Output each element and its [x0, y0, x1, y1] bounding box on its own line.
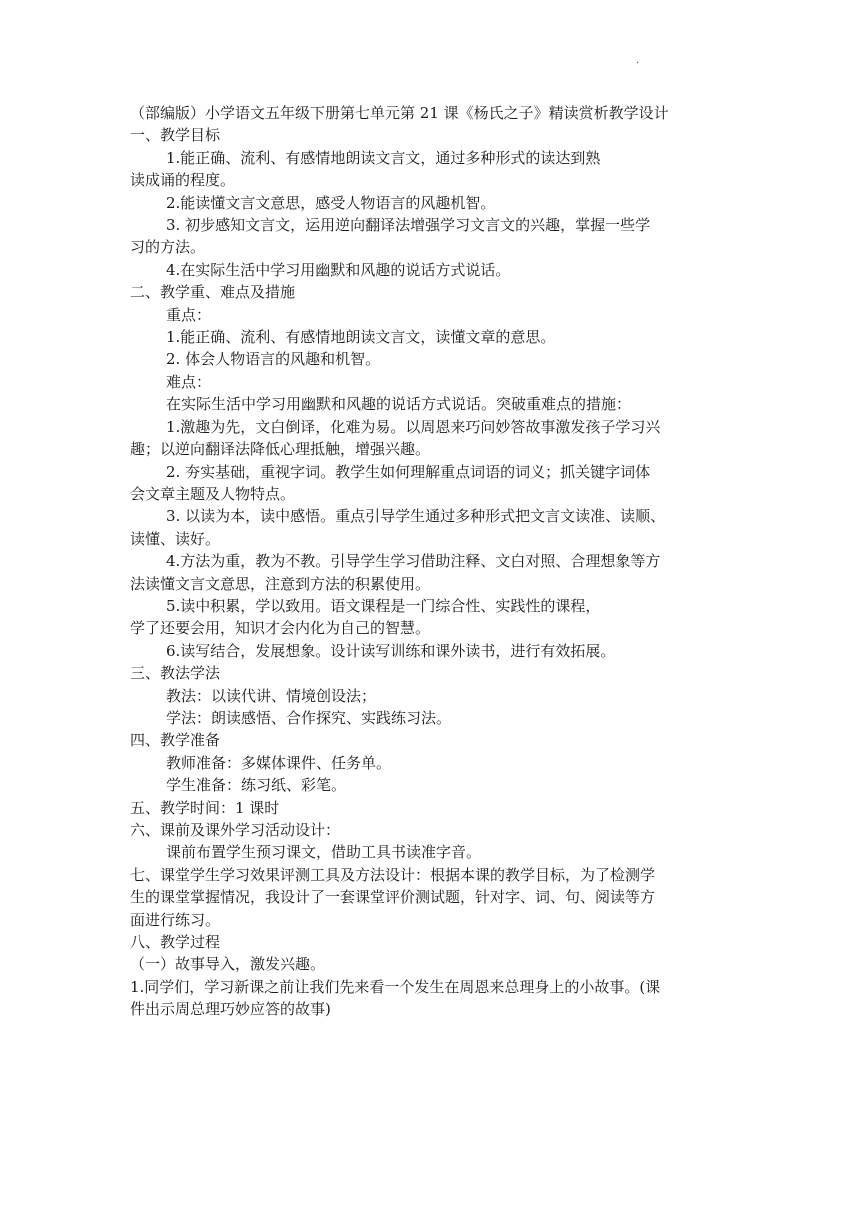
text-line: 学了还要会用，知识才会内化为自己的智慧。 [130, 619, 431, 638]
text-line: 学法：朗读感悟、合作探究、实践练习法。 [166, 708, 452, 727]
text-line: 七、课堂学生学习效果评测工具及方法设计：根据本课的教学目标，为了检测学 [130, 865, 656, 884]
text-line: 5.读中积累，学以致用。语文课程是一门综合性、实践性的课程， [166, 596, 601, 615]
text-line: 1.同学们，学习新课之前让我们先来看一个发生在周恩来总理身上的小故事。(课 [130, 977, 661, 996]
text-line: 趣；以逆向翻译法降低心理抵触，增强兴趣。 [130, 440, 431, 459]
text-line: 八、教学过程 [130, 933, 221, 952]
text-line: 重点： [166, 305, 212, 324]
text-line: （一）故事导入，激发兴趣。 [130, 955, 326, 974]
document-body [130, 124, 750, 1020]
text-line: 生的课堂掌握情况，我设计了一套课堂评价测试题，针对字、词、句、阅读等方 [130, 888, 656, 907]
text-line: 一、教学目标 [130, 126, 221, 145]
text-line: 3. 以读为本，读中感悟。重点引导学生通过多种形式把文言文读准、读顺、 [166, 507, 666, 526]
text-line: 学生准备：练习纸、彩笔。 [166, 776, 347, 795]
text-line: 难点： [166, 372, 212, 391]
text-line: 件出示周总理巧妙应答的故事) [130, 1000, 331, 1019]
text-line: 3. 初步感知文言文，运用逆向翻译法增强学习文言文的兴趣，掌握一些学 [166, 216, 651, 235]
text-line: 2.能读懂文言文意思，感受人物语言的风趣机智。 [166, 193, 496, 212]
header-mark: . [636, 55, 640, 66]
text-line: 读成诵的程度。 [130, 171, 236, 190]
text-line: 1.能正确、流利、有感情地朗读文言文，读懂文章的意思。 [166, 328, 556, 347]
text-line: 会文章主题及人物特点。 [130, 484, 296, 503]
text-line: 课前布置学生预习课文，借助工具书读准字音。 [166, 843, 482, 862]
text-line: 习的方法。 [130, 238, 206, 257]
text-line: 法读懂文言文意思，注意到方法的积累使用。 [130, 574, 431, 593]
text-line: 三、教法学法 [130, 664, 221, 683]
text-line: 2. 体会人物语言的风趣和机智。 [166, 350, 381, 369]
text-line: 教师准备：多媒体课件、任务单。 [166, 753, 392, 772]
text-line: 1.能正确、流利、有感情地朗读文言文，通过多种形式的读达到熟 [166, 148, 601, 167]
text-line: 六、课前及课外学习活动设计： [130, 821, 341, 839]
text-line: 1.激趣为先，文白倒译，化难为易。以周恩来巧问妙答故事激发孩子学习兴 [166, 417, 661, 436]
document-title: （部编版）小学语文五年级下册第七单元第 21 课《杨氏之子》精读赏析教学设计 [130, 104, 669, 122]
text-line: 读懂、读好。 [130, 529, 221, 548]
text-line: 4.在实际生活中学习用幽默和风趣的说话方式说话。 [166, 260, 511, 279]
text-line: 6.读写结合，发展想象。设计读写训练和课外读书，进行有效拓展。 [166, 641, 616, 660]
text-line: 2. 夯实基础，重视字词。教学生如何理解重点词语的词义；抓关键字词体 [166, 462, 651, 481]
text-line: 4.方法为重，教为不教。引导学生学习借助注释、文白对照、合理想象等方 [166, 552, 661, 571]
text-line: 教法：以读代讲、情境创设法； [166, 686, 377, 705]
text-line: 面进行练习。 [130, 910, 221, 929]
text-line: 四、教学准备 [130, 731, 221, 750]
text-line: 二、教学重、难点及措施 [130, 283, 296, 302]
text-line: 五、教学时间：1 课时 [130, 798, 280, 817]
text-line: 在实际生活中学习用幽默和风趣的说话方式说话。突破重难点的措施： [166, 395, 632, 414]
